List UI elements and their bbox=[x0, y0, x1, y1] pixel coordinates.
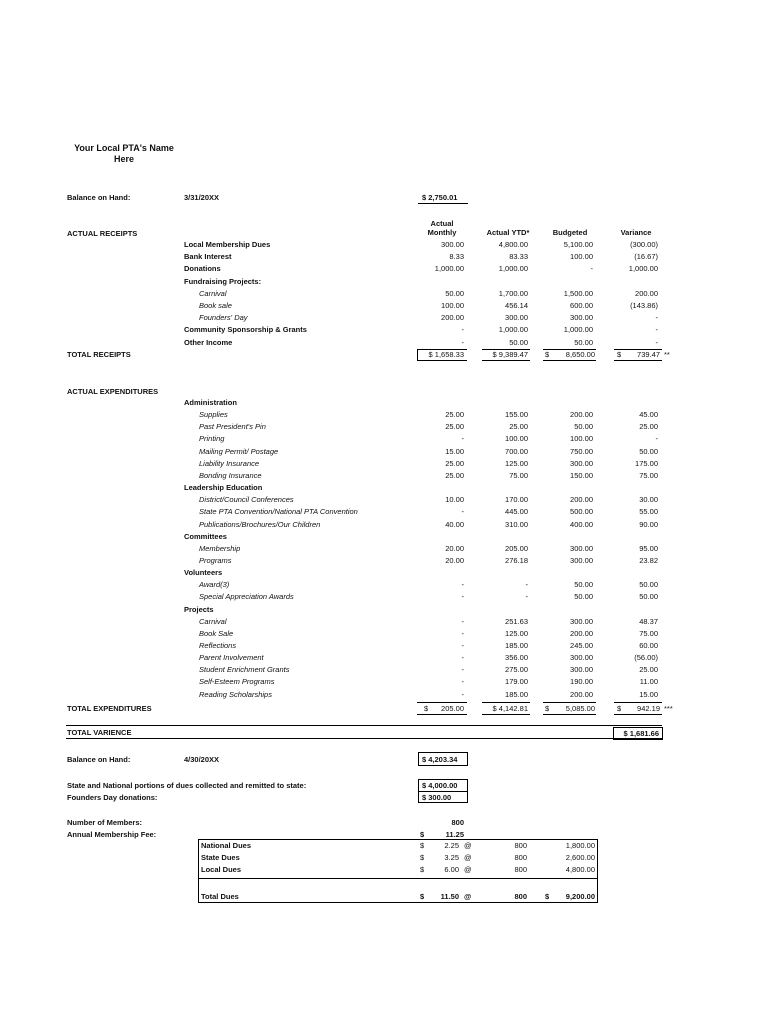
cell-budget: 200.00 bbox=[570, 628, 593, 638]
row-label: Supplies bbox=[199, 410, 228, 420]
cell-budget: 200.00 bbox=[570, 689, 593, 699]
row-label: Leadership Education bbox=[184, 483, 263, 493]
cell-budget: 1,500.00 bbox=[563, 288, 593, 298]
row-label: Carnival bbox=[199, 616, 227, 626]
cell-ytd: 125.00 bbox=[505, 628, 528, 638]
row-label: Volunteers bbox=[184, 568, 223, 578]
rule-exp-ytd-top bbox=[482, 702, 530, 703]
cell-variance: 90.00 bbox=[639, 519, 658, 529]
cell-ytd: 170.00 bbox=[505, 495, 528, 505]
rule-exp-variance-bottom bbox=[614, 714, 662, 715]
cell-budget: 300.00 bbox=[570, 458, 593, 468]
cell-monthly: - bbox=[461, 641, 464, 650]
dues-total-rate: 11.50 bbox=[440, 892, 459, 901]
row-label: Committees bbox=[184, 531, 227, 541]
row-label: District/Council Conferences bbox=[199, 495, 294, 505]
row-label: Student Enrichment Grants bbox=[199, 665, 290, 675]
cell-ytd: 185.00 bbox=[505, 689, 528, 699]
cell-budget: 100.00 bbox=[570, 252, 593, 262]
total-variance-top-rule bbox=[66, 725, 662, 726]
cell-variance: 25.00 bbox=[639, 422, 658, 432]
col-header-monthly-line2: Monthly bbox=[427, 228, 457, 237]
cell-variance: (143.86) bbox=[630, 301, 658, 310]
total-receipts-budget: 8,650.00 bbox=[565, 350, 595, 359]
cell-ytd: 155.00 bbox=[505, 410, 528, 420]
cell-ytd: 300.00 bbox=[505, 313, 528, 323]
cell-variance: 11.00 bbox=[639, 677, 658, 687]
rule-exp-budget-top bbox=[543, 702, 596, 703]
dues-label: State Dues bbox=[201, 853, 240, 862]
dues-total-amount-sign: $ bbox=[545, 892, 550, 901]
dues-count: 800 bbox=[514, 865, 527, 874]
row-label: Liability Insurance bbox=[199, 458, 260, 468]
row-label: Book sale bbox=[199, 301, 232, 310]
cell-ytd: 1,000.00 bbox=[498, 325, 528, 335]
rule-receipts-variance-bottom bbox=[614, 360, 662, 361]
cell-ytd: 179.00 bbox=[505, 677, 528, 687]
fee-sign: $ bbox=[420, 830, 425, 839]
dues-at: @ bbox=[464, 841, 472, 850]
opening-balance-underline bbox=[418, 203, 468, 204]
cell-monthly: 25.00 bbox=[445, 422, 464, 432]
row-label: Other Income bbox=[184, 337, 233, 347]
total-exp-budget-sign: $ bbox=[545, 704, 550, 713]
cell-variance: 75.00 bbox=[639, 628, 658, 638]
remitted-divider bbox=[419, 791, 467, 792]
col-header-ytd: Actual YTD* bbox=[486, 228, 530, 237]
cell-ytd: 125.00 bbox=[505, 458, 528, 468]
cell-monthly: - bbox=[461, 653, 464, 663]
total-variance-amount: $ 1,681.66 bbox=[623, 729, 659, 738]
cell-monthly: 40.00 bbox=[445, 519, 464, 529]
cell-ytd: 356.00 bbox=[505, 653, 528, 663]
col-header-variance: Variance bbox=[620, 228, 652, 237]
closing-balance-date: 4/30/20XX bbox=[184, 755, 220, 764]
cell-monthly: - bbox=[461, 689, 464, 699]
cell-variance: (56.00) bbox=[634, 653, 658, 663]
cell-ytd: 445.00 bbox=[505, 507, 528, 517]
cell-variance: 55.00 bbox=[639, 507, 658, 517]
cell-ytd: 1,000.00 bbox=[498, 264, 528, 274]
cell-ytd: 456.14 bbox=[505, 301, 528, 310]
dues-total-sign: $ bbox=[420, 892, 425, 901]
row-label: Programs bbox=[199, 555, 232, 565]
total-receipts-monthly: $ 1,658.33 bbox=[428, 350, 464, 359]
page-title-line1: Your Local PTA's Name bbox=[74, 143, 174, 153]
cell-budget: - bbox=[590, 264, 593, 274]
dues-total-at: @ bbox=[464, 892, 472, 901]
row-label: Parent Involvement bbox=[199, 653, 264, 663]
row-label: Founders' Day bbox=[199, 313, 248, 323]
receipts-heading: ACTUAL RECEIPTS bbox=[67, 229, 138, 238]
cell-monthly: - bbox=[461, 592, 464, 602]
row-label: Fundraising Projects: bbox=[184, 276, 262, 286]
total-variance-box bbox=[613, 727, 663, 740]
cell-variance: - bbox=[655, 434, 658, 444]
dues-rate: 6.00 bbox=[444, 865, 459, 874]
cell-budget: 300.00 bbox=[570, 555, 593, 565]
cell-variance: 75.00 bbox=[639, 470, 658, 480]
cell-budget: 200.00 bbox=[570, 495, 593, 505]
dues-total-label: Total Dues bbox=[201, 892, 239, 901]
row-label: Award(3) bbox=[199, 580, 230, 590]
closing-balance-box bbox=[418, 752, 468, 766]
cell-budget: 200.00 bbox=[570, 410, 593, 420]
cell-variance: 95.00 bbox=[639, 543, 658, 553]
rule-exp-monthly-bottom bbox=[417, 714, 467, 715]
members-value: 800 bbox=[451, 818, 464, 827]
cell-variance: 50.00 bbox=[639, 446, 658, 456]
cell-monthly: 20.00 bbox=[445, 555, 464, 565]
dues-rate: 2.25 bbox=[444, 841, 459, 850]
col-header-monthly-line1: Actual bbox=[430, 219, 454, 228]
cell-variance: - bbox=[655, 313, 658, 323]
cell-monthly: - bbox=[461, 665, 464, 675]
cell-monthly: - bbox=[461, 616, 464, 626]
cell-monthly: 8.33 bbox=[449, 252, 464, 262]
cell-ytd: 275.00 bbox=[505, 665, 528, 675]
cell-ytd: 100.00 bbox=[505, 434, 528, 444]
cell-variance: 23.82 bbox=[639, 555, 658, 565]
state-remitted-label: State and National portions of dues collected and remitted to state: bbox=[67, 781, 307, 790]
cell-ytd: 83.33 bbox=[509, 252, 528, 262]
cell-monthly: - bbox=[461, 580, 464, 590]
cell-variance: 50.00 bbox=[639, 592, 658, 602]
opening-balance-date: 3/31/20XX bbox=[184, 193, 220, 202]
total-receipts-variance-sign: $ bbox=[617, 350, 622, 359]
total-exp-ytd: $ 4,142.81 bbox=[492, 704, 528, 713]
cell-monthly: 20.00 bbox=[445, 543, 464, 553]
cell-ytd: 185.00 bbox=[505, 641, 528, 650]
row-label: Publications/Brochures/Our Children bbox=[199, 519, 321, 529]
opening-balance-label: Balance on Hand: bbox=[67, 193, 131, 202]
cell-variance: 1,000.00 bbox=[628, 264, 658, 274]
expenditures-heading: ACTUAL EXPENDITURES bbox=[67, 387, 159, 396]
cell-monthly: - bbox=[461, 507, 464, 517]
dues-total: 4,800.00 bbox=[565, 865, 595, 874]
row-label: Past President's Pin bbox=[199, 422, 266, 432]
cell-monthly: 300.00 bbox=[441, 240, 464, 249]
cell-ytd: 276.18 bbox=[505, 555, 528, 565]
cell-budget: 300.00 bbox=[570, 653, 593, 663]
dues-rate: 3.25 bbox=[444, 853, 459, 862]
cell-monthly: 25.00 bbox=[445, 470, 464, 480]
cell-budget: 50.00 bbox=[574, 580, 593, 590]
cell-monthly: 25.00 bbox=[445, 410, 464, 420]
row-label: Bank Interest bbox=[184, 252, 232, 262]
dues-sign: $ bbox=[420, 841, 425, 850]
cell-variance: 200.00 bbox=[635, 288, 658, 298]
cell-variance: (16.67) bbox=[634, 252, 658, 262]
dues-at: @ bbox=[464, 865, 472, 874]
total-exp-note: *** bbox=[664, 704, 673, 713]
total-receipts-label: TOTAL RECEIPTS bbox=[67, 350, 131, 359]
row-label: Special Appreciation Awards bbox=[199, 592, 294, 602]
cell-ytd: 75.00 bbox=[509, 470, 528, 480]
cell-ytd: 251.63 bbox=[505, 616, 528, 626]
cell-monthly: - bbox=[461, 628, 464, 638]
col-header-monthly bbox=[412, 219, 472, 237]
rule-exp-ytd-bottom bbox=[482, 714, 530, 715]
cell-variance: 60.00 bbox=[639, 641, 658, 650]
row-label: Reflections bbox=[199, 641, 237, 650]
cell-monthly: - bbox=[461, 677, 464, 687]
dues-total: 2,600.00 bbox=[565, 853, 595, 862]
rule-exp-budget-bottom bbox=[543, 714, 596, 715]
remitted-box bbox=[418, 779, 468, 803]
cell-monthly: 15.00 bbox=[445, 446, 464, 456]
cell-ytd: 25.00 bbox=[509, 422, 528, 432]
closing-balance-label: Balance on Hand: bbox=[67, 755, 131, 764]
cell-budget: 300.00 bbox=[570, 313, 593, 323]
cell-budget: 50.00 bbox=[574, 337, 593, 347]
cell-ytd: 1,700.00 bbox=[498, 288, 528, 298]
cell-ytd: 700.00 bbox=[505, 446, 528, 456]
total-exp-monthly: 205.00 bbox=[441, 704, 464, 713]
cell-monthly: 100.00 bbox=[441, 301, 464, 310]
cell-ytd: 50.00 bbox=[509, 337, 528, 347]
cell-variance: 48.37 bbox=[639, 616, 658, 626]
cell-budget: 500.00 bbox=[570, 507, 593, 517]
total-expenditures-label: TOTAL EXPENDITURES bbox=[67, 704, 152, 713]
row-label: Reading Scholarships bbox=[199, 689, 272, 699]
row-label: Bonding Insurance bbox=[199, 470, 262, 480]
cell-ytd: 310.00 bbox=[505, 519, 528, 529]
dues-total-amount: 9,200.00 bbox=[565, 892, 595, 901]
cell-variance: 175.00 bbox=[635, 458, 658, 468]
row-label: Printing bbox=[199, 434, 225, 444]
cell-budget: 190.00 bbox=[570, 677, 593, 687]
rule-receipts-ytd-bottom bbox=[482, 360, 530, 361]
dues-total-count: 800 bbox=[514, 892, 527, 901]
row-label: Book Sale bbox=[199, 628, 234, 638]
cell-ytd: - bbox=[525, 580, 528, 590]
cell-ytd: 4,800.00 bbox=[498, 240, 528, 249]
cell-monthly: 1,000.00 bbox=[434, 264, 464, 274]
cell-variance: - bbox=[655, 325, 658, 335]
fee-value: 11.25 bbox=[445, 830, 464, 839]
cell-variance: 45.00 bbox=[639, 410, 658, 420]
total-exp-monthly-sign: $ bbox=[424, 704, 429, 713]
total-exp-budget: 5,085.00 bbox=[565, 704, 595, 713]
row-label: Administration bbox=[184, 398, 237, 407]
col-header-budgeted: Budgeted bbox=[552, 228, 588, 237]
dues-label: Local Dues bbox=[201, 865, 242, 874]
total-variance-label: TOTAL VARIENCE bbox=[67, 728, 132, 737]
row-label: Local Membership Dues bbox=[184, 240, 271, 249]
cell-budget: 50.00 bbox=[574, 422, 593, 432]
rule-exp-monthly-top bbox=[417, 702, 467, 703]
founders-amount: $ 300.00 bbox=[422, 793, 452, 802]
cell-budget: 400.00 bbox=[570, 519, 593, 529]
dues-count: 800 bbox=[514, 841, 527, 850]
row-label: Community Sponsorship & Grants bbox=[184, 325, 307, 335]
cell-budget: 50.00 bbox=[574, 592, 593, 602]
cell-budget: 300.00 bbox=[570, 616, 593, 626]
opening-balance-amount: $ 2,750.01 bbox=[422, 193, 458, 202]
cell-ytd: 205.00 bbox=[505, 543, 528, 553]
row-label: Mailing Permit/ Postage bbox=[199, 446, 279, 456]
cell-monthly: 50.00 bbox=[445, 288, 464, 298]
rule-exp-variance-top bbox=[614, 702, 662, 703]
cell-monthly: - bbox=[461, 337, 464, 347]
total-receipts-ytd: $ 9,389.47 bbox=[492, 350, 528, 359]
dues-at: @ bbox=[464, 853, 472, 862]
total-receipts-variance: 739.47 bbox=[637, 350, 660, 359]
row-label: Membership bbox=[199, 543, 241, 553]
total-receipts-note: ** bbox=[664, 350, 670, 359]
cell-budget: 245.00 bbox=[570, 641, 593, 650]
cell-monthly: 25.00 bbox=[445, 458, 464, 468]
state-remitted-amount: $ 4,000.00 bbox=[422, 781, 458, 790]
row-label: State PTA Convention/National PTA Convention bbox=[199, 507, 358, 517]
cell-monthly: 10.00 bbox=[445, 495, 464, 505]
total-variance-bottom-rule bbox=[66, 738, 662, 739]
cell-budget: 100.00 bbox=[570, 434, 593, 444]
cell-budget: 300.00 bbox=[570, 665, 593, 675]
page-title bbox=[60, 143, 188, 165]
dues-total: 1,800.00 bbox=[565, 841, 595, 850]
dues-count: 800 bbox=[514, 853, 527, 862]
total-exp-variance-sign: $ bbox=[617, 704, 622, 713]
row-label: Carnival bbox=[199, 288, 227, 298]
founders-label: Founders Day donations: bbox=[67, 793, 158, 802]
rule-receipts-budget-bottom bbox=[543, 360, 596, 361]
dues-total-divider bbox=[198, 878, 598, 879]
cell-budget: 150.00 bbox=[570, 470, 593, 480]
fee-label: Annual Membership Fee: bbox=[67, 830, 157, 839]
dues-sign: $ bbox=[420, 853, 425, 862]
total-receipts-budget-sign: $ bbox=[545, 350, 550, 359]
cell-ytd: - bbox=[525, 592, 528, 602]
total-exp-variance: 942.19 bbox=[637, 704, 660, 713]
cell-variance: (300.00) bbox=[630, 240, 658, 249]
closing-balance-amount: $ 4,203.34 bbox=[422, 755, 458, 764]
cell-variance: - bbox=[655, 337, 658, 347]
cell-budget: 1,000.00 bbox=[563, 325, 593, 335]
row-label: Donations bbox=[184, 264, 221, 274]
cell-monthly: - bbox=[461, 434, 464, 444]
cell-budget: 600.00 bbox=[570, 301, 593, 310]
dues-sign: $ bbox=[420, 865, 425, 874]
members-label: Number of Members: bbox=[67, 818, 143, 827]
cell-budget: 750.00 bbox=[570, 446, 593, 456]
rule-receipts-monthly-bottom bbox=[417, 360, 467, 361]
cell-variance: 25.00 bbox=[639, 665, 658, 675]
cell-variance: 30.00 bbox=[639, 495, 658, 505]
cell-variance: 50.00 bbox=[639, 580, 658, 590]
page-title-line2: Here bbox=[113, 154, 134, 164]
row-label: Self-Esteem Programs bbox=[199, 677, 275, 687]
cell-budget: 300.00 bbox=[570, 543, 593, 553]
cell-budget: 5,100.00 bbox=[563, 240, 593, 249]
dues-table bbox=[198, 839, 598, 903]
cell-variance: 15.00 bbox=[639, 689, 658, 699]
cell-monthly: 200.00 bbox=[441, 313, 464, 323]
row-label: Projects bbox=[184, 604, 214, 614]
dues-label: National Dues bbox=[201, 841, 252, 850]
cell-monthly: - bbox=[461, 325, 464, 335]
